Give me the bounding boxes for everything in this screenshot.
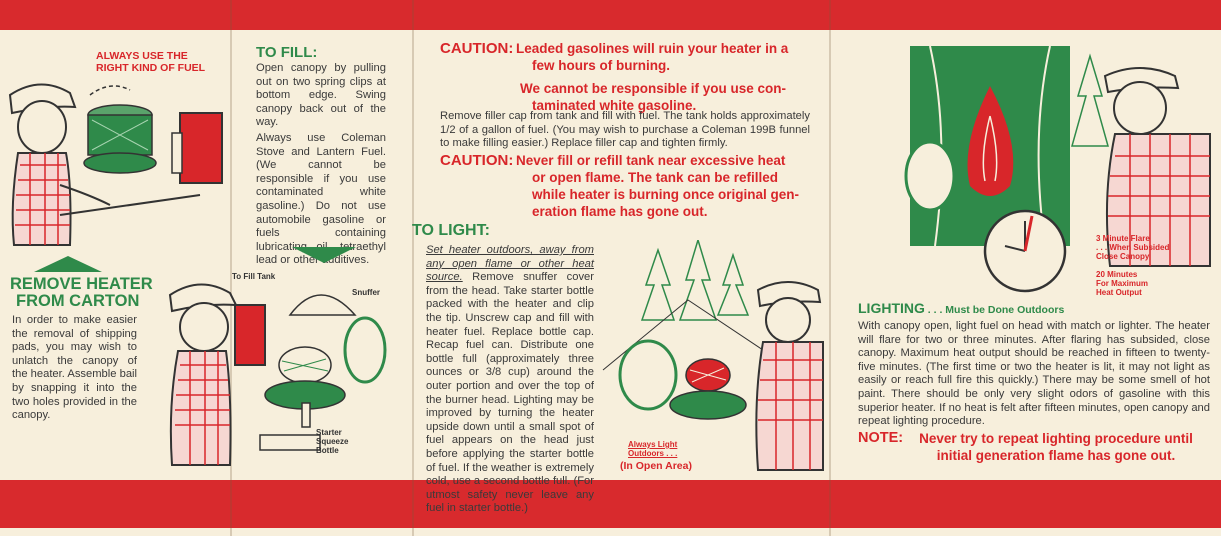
remove-heater-text: In order to make easier the removal of shipping pads, you may wish to unlatch the canopy of the heater. Assemble bail by snapping it into the two holes provided in the canopy. xyxy=(12,314,138,422)
in-open-area-label: (In Open Area) xyxy=(620,460,692,472)
remove-heater-heading: REMOVE HEATER FROM CARTON xyxy=(10,275,153,310)
note-block: NOTE: Never try to repeat lighting procedure until initial generation flame has gone out. xyxy=(858,430,1193,463)
snuffer-label: Snuffer xyxy=(352,288,380,297)
top-red-band xyxy=(0,0,1221,30)
always-light-label: Always Light Outdoors . . . xyxy=(628,440,678,458)
bottom-red-band xyxy=(0,480,1221,528)
to-fill-tank-label: To Fill Tank xyxy=(232,272,276,281)
lighting-heading: LIGHTING . . . Must be Done Outdoors xyxy=(858,300,1065,316)
arrow-down-icon xyxy=(292,247,356,263)
caution-block-2: CAUTION: Never fill or refill tank near excessive heat or open flame. The tank can be refilled while heater is burning once original gen- eration flame has gone out. xyxy=(440,152,800,219)
fill-instructions-text: Remove filler cap from tank and fill with fuel. The tank holds approximately 1/2 of a gallon of fuel. (You may wish to purchase a Coleman 199B funnel to make filling easier.) Replace filler cap and tighten firmly. xyxy=(440,110,810,150)
fold-line xyxy=(412,0,414,536)
arrow-up-icon xyxy=(34,256,102,272)
to-fill-heading: TO FILL: xyxy=(256,44,318,61)
always-use-label: ALWAYS USE THE RIGHT KIND OF FUEL xyxy=(96,50,206,74)
caution-block-1: CAUTION: Leaded gasolines will ruin your heater in a few hours of burning. We cannot be responsible if you use con- taminated white gasoline. xyxy=(440,40,789,113)
to-light-heading: TO LIGHT: xyxy=(412,222,490,239)
to-fill-text: Open canopy by pulling out on two spring clips at bottom edge. Swing canopy back out of the way. Always use Coleman Stove and Lantern Fuel. (We cannot be responsible if you use contaminated white gasoline.) Do not use automobile gasoline or fuels containing lubricating oil, tetraethyl lead or other additives. xyxy=(256,62,386,267)
twenty-minutes-label: 20 Minutes For Maximum Heat Output xyxy=(1096,270,1149,297)
fill-tank-illustration xyxy=(160,275,410,470)
lighting-text: With canopy open, light fuel on head with match or lighter. The heater will flare for two or three minutes. After flaring has subsided, close canopy. Maximum heat output should be reached in fifteen to twenty-five minutes. (The first time or two the heater is lit, it may not light as easily or reach full fire this quickly.) There may be some smell of hot paint. There should be only very slight odors of gasoline with this superior heater. If no heat is felt after fifteen minutes, open canopy and repeat lighting procedure. xyxy=(858,320,1210,428)
fold-line xyxy=(829,0,831,536)
starter-bottle-label: Starter Squeeze Bottle xyxy=(316,428,349,455)
to-light-text: Set heater outdoors, away from any open flame or other heat source. Remove snuffer cover from the head. Take starter bottle packed with the heater and clip the tip. Unscrew cap and fill with heater fuel. Replace bottle cap. Recap fuel can. Distribute one bottle full (approximately three ounces or 3/8 cup) around the outer portion and over the top of the burner head. Lighting may be improved by turning the heater upside down until a small spot of fuel appears on the head just before applying the starter bottle of fuel. If the weather is extremely cold, use a second bottle full. (For utmost safety never leave any fuel in starter bottle.) xyxy=(426,244,595,515)
three-minute-flare-label: 3 Minute Flare . . . When Subsided Close Canopy xyxy=(1096,234,1170,261)
man-with-heater-illustration xyxy=(0,35,230,250)
